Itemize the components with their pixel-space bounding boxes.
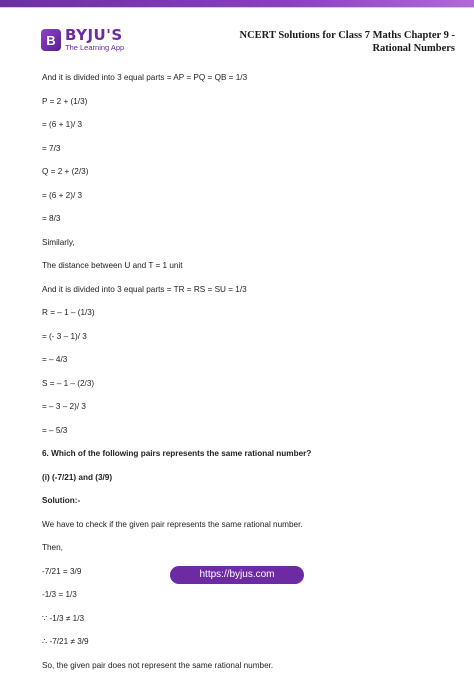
text-line: We have to check if the given pair represents the same rational number. — [42, 519, 303, 529]
byjus-logo-icon: B — [41, 29, 61, 51]
title-line-2: Rational Numbers — [372, 43, 455, 54]
brand-name: BYJU'S — [65, 26, 123, 45]
text-line: Q = 2 + (2/3) — [42, 167, 89, 176]
text-line: = – 5/3 — [42, 425, 68, 435]
footer-url-link[interactable]: https://byjus.com — [170, 566, 304, 584]
text-line: Then, — [42, 543, 63, 552]
byjus-logo[interactable] — [41, 27, 139, 53]
text-line: R = – 1 – (1/3) — [42, 308, 95, 317]
text-line: -7/21 = 3/9 — [42, 566, 82, 576]
heading-line: Solution:- — [42, 496, 81, 505]
text-line: = (- 3 – 1)/ 3 — [42, 331, 87, 341]
text-line: S = – 1 – (2/3) — [42, 378, 95, 388]
text-line: ∵ -1/3 ≠ 1/3 — [42, 613, 85, 623]
header-divider — [0, 7, 474, 8]
text-line: = – 4/3 — [42, 355, 68, 364]
text-line: Similarly, — [42, 237, 75, 247]
text-line: = – 3 – 2)/ 3 — [42, 402, 86, 411]
text-line: = 8/3 — [42, 214, 61, 223]
brand-tagline: The Learning App — [65, 43, 125, 53]
text-line: = (6 + 1)/ 3 — [42, 120, 83, 129]
title-line-1: NCERT Solutions for Class 7 Maths Chapter 9 - — [239, 30, 455, 41]
text-line: = 7/3 — [42, 143, 61, 153]
text-line: And it is divided into 3 equal parts = TR = RS = SU = 1/3 — [42, 284, 247, 294]
solution-body — [42, 73, 442, 684]
text-line: And it is divided into 3 equal parts = AP = PQ = QB = 1/3 — [42, 73, 248, 82]
text-line: -1/3 = 1/3 — [42, 590, 77, 599]
text-line: The distance between U and T = 1 unit — [42, 261, 183, 270]
header-accent-bar — [0, 0, 474, 7]
text-line: = (6 + 2)/ 3 — [42, 190, 83, 200]
heading-line: (i) (-7/21) and (3/9) — [42, 472, 113, 482]
page-title — [215, 29, 455, 55]
text-line: P = 2 + (1/3) — [42, 96, 88, 106]
text-line: ∴ -7/21 ≠ 3/9 — [42, 637, 89, 646]
heading-line: 6. Which of the following pairs represents the same rational number? — [42, 449, 312, 458]
text-line: So, the given pair does not represent the same rational number. — [42, 660, 274, 670]
